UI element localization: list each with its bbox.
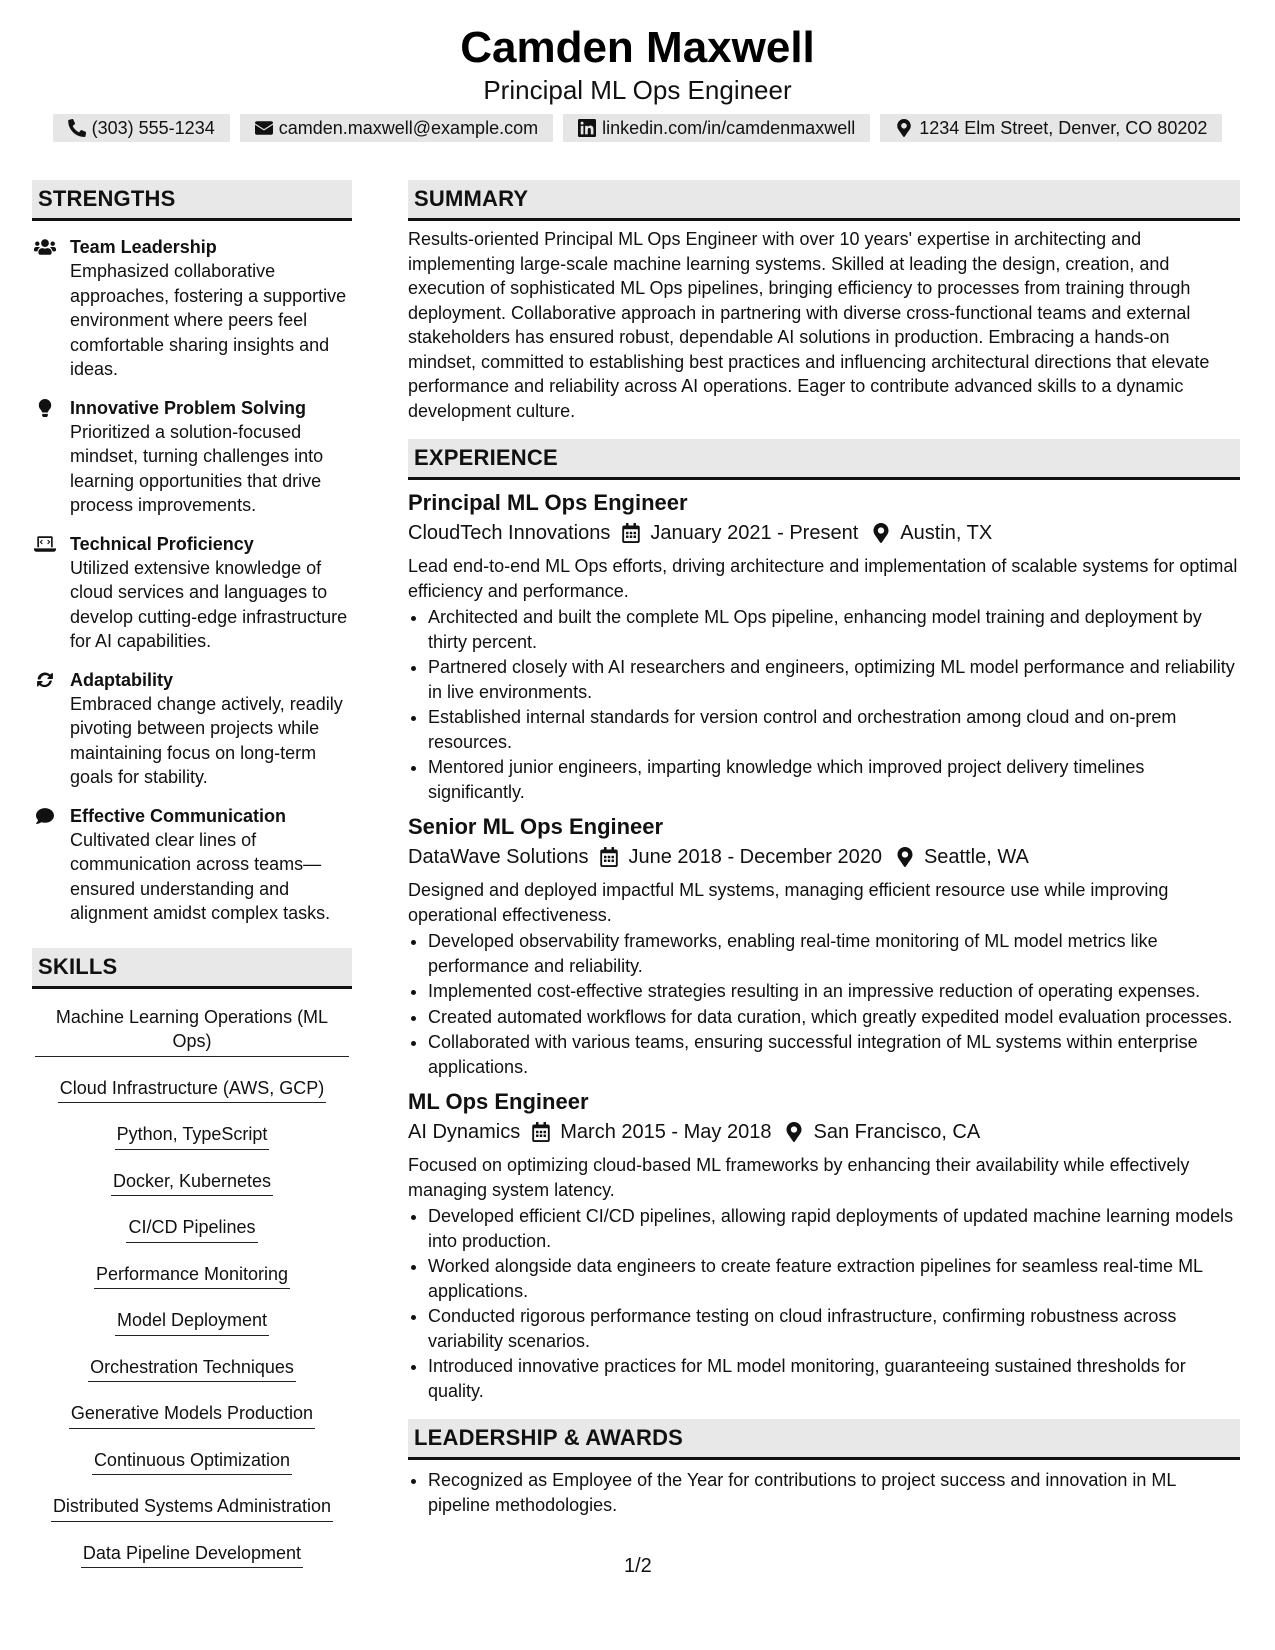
skill-item: Performance Monitoring bbox=[94, 1262, 290, 1290]
awards-heading: LEADERSHIP & AWARDS bbox=[408, 1419, 1240, 1460]
job-location: Austin, TX bbox=[900, 522, 993, 544]
job-desc: Focused on optimizing cloud-based ML frameworks by enhancing their availability while effectively managing system latency. bbox=[408, 1155, 1190, 1200]
job-bullet: • Created automated workflows for data curation, which greatly expedited model evaluation processes. bbox=[428, 1005, 1240, 1030]
job-location: San Francisco, CA bbox=[813, 1121, 981, 1143]
summary-text: Results-oriented Principal ML Ops Engineer with over 10 years' expertise in architecting and implementing large-scale machine learning systems. Skilled at leading the design, creation, and execution of sophisticated ML Ops pipelines, bringing efficiency to processes from training through deployment. Collaborative approach in partnering with diverse cross-functional teams and external stakeholders has ensured robust, dependable AI solutions in production. Embracing a hands-on mindset, committed to establishing best practices and influencing architectural directions that elevate performance and reliability across AI operations. Eager to contribute advanced skills to a dynamic development culture. bbox=[408, 229, 1210, 421]
job-bullet: • Developed efficient CI/CD pipelines, allowing rapid deployments of updated machine learning models into production. bbox=[428, 1204, 1240, 1253]
job-bullet: • Introduced innovative practices for ML model monitoring, guaranteeing sustained thresholds for quality. bbox=[428, 1354, 1240, 1403]
job-bullet: • Conducted rigorous performance testing on cloud infrastructure, confirming robustness across variability scenarios. bbox=[428, 1304, 1240, 1353]
job-meta bbox=[408, 518, 1240, 548]
strength-desc: Utilized extensive knowledge of cloud services and languages to develop cutting-edge infrastructure for AI capabilities. bbox=[70, 557, 348, 651]
job-entry bbox=[408, 488, 1240, 804]
resume-header bbox=[0, 22, 1275, 142]
job-desc: Lead end-to-end ML Ops efforts, driving architecture and implementation of scalable systems for optimal efficiency and performance. bbox=[408, 556, 1238, 601]
strength-title: Effective Communication bbox=[70, 805, 287, 826]
strength-item bbox=[32, 396, 352, 518]
strength-title: Adaptability bbox=[70, 669, 174, 690]
awards-list bbox=[408, 1468, 1240, 1517]
users-icon bbox=[34, 238, 58, 256]
map-pin-icon bbox=[785, 1122, 803, 1142]
strength-item bbox=[32, 532, 352, 654]
sync-icon bbox=[34, 671, 58, 689]
phone-icon bbox=[68, 119, 86, 137]
skills-heading: SKILLS bbox=[32, 948, 352, 989]
lightbulb-icon bbox=[34, 399, 58, 417]
map-pin-icon bbox=[872, 523, 890, 543]
left-column bbox=[32, 180, 352, 1587]
strength-item bbox=[32, 668, 352, 790]
job-bullets bbox=[408, 605, 1240, 804]
skill-item: Machine Learning Operations (ML Ops) bbox=[35, 1005, 349, 1057]
linkedin-icon bbox=[578, 119, 596, 137]
job-bullet: • Collaborated with various teams, ensuring successful integration of ML systems within enterprise applications. bbox=[428, 1030, 1240, 1079]
strength-desc: Prioritized a solution-focused mindset, turning challenges into learning opportunities that drive process improvements. bbox=[70, 421, 324, 515]
job-bullet: • Worked alongside data engineers to create feature extraction pipelines for seamless real-time ML applications. bbox=[428, 1254, 1240, 1303]
contact-email[interactable] bbox=[240, 114, 553, 142]
skill-item: Orchestration Techniques bbox=[88, 1355, 296, 1383]
strengths-heading: STRENGTHS bbox=[32, 180, 352, 221]
address-text: 1234 Elm Street, Denver, CO 80202 bbox=[919, 118, 1208, 138]
job-entry bbox=[408, 1087, 1240, 1403]
job-bullets bbox=[408, 929, 1240, 1079]
job-meta bbox=[408, 1117, 1240, 1147]
map-pin-icon bbox=[896, 847, 914, 867]
skill-item: Docker, Kubernetes bbox=[111, 1169, 273, 1197]
strength-item bbox=[32, 804, 352, 926]
contact-bar bbox=[0, 114, 1275, 142]
calendar-icon bbox=[532, 1122, 550, 1142]
map-pin-icon bbox=[895, 119, 913, 137]
job-bullet: • Mentored junior engineers, imparting knowledge which improved project delivery timelines significantly. bbox=[428, 755, 1240, 804]
job-bullet: • Established internal standards for version control and orchestration among cloud and on-prem resources. bbox=[428, 705, 1240, 754]
linkedin-text: linkedin.com/in/camdenmaxwell bbox=[602, 118, 856, 138]
job-title: ML Ops Engineer bbox=[408, 1089, 589, 1114]
job-entry bbox=[408, 812, 1240, 1079]
strength-desc: Emphasized collaborative approaches, fostering a supportive environment where peers feel comfortable sharing insights and ideas. bbox=[70, 261, 347, 379]
contact-phone[interactable] bbox=[53, 114, 230, 142]
summary-heading: SUMMARY bbox=[408, 180, 1240, 221]
contact-address bbox=[880, 114, 1222, 142]
job-dates: June 2018 - December 2020 bbox=[628, 846, 882, 868]
skill-item: Python, TypeScript bbox=[115, 1122, 270, 1150]
email-text: camden.maxwell@example.com bbox=[278, 118, 539, 138]
phone-text: (303) 555-1234 bbox=[91, 118, 215, 138]
job-location: Seattle, WA bbox=[923, 846, 1029, 868]
candidate-title: Principal ML Ops Engineer bbox=[483, 75, 792, 105]
strength-item bbox=[32, 235, 352, 382]
award-item: • Recognized as Employee of the Year for contributions to project success and innovation in ML pipeline methodologies. bbox=[428, 1468, 1240, 1517]
job-company: DataWave Solutions bbox=[408, 846, 589, 868]
experience-heading: EXPERIENCE bbox=[408, 439, 1240, 480]
skills-list bbox=[32, 989, 352, 1588]
job-company: CloudTech Innovations bbox=[408, 522, 611, 544]
skill-item: Model Deployment bbox=[115, 1308, 269, 1336]
laptop-code-icon bbox=[34, 535, 58, 553]
calendar-icon bbox=[622, 523, 640, 543]
strength-desc: Embraced change actively, readily pivoting between projects while maintaining focus on long-term goals for stability. bbox=[70, 693, 343, 787]
strength-title: Team Leadership bbox=[70, 237, 217, 257]
strength-title: Technical Proficiency bbox=[70, 533, 254, 554]
contact-linkedin[interactable] bbox=[563, 114, 870, 142]
skill-item: Data Pipeline Development bbox=[81, 1541, 303, 1569]
job-bullets bbox=[408, 1204, 1240, 1403]
strength-desc: Cultivated clear lines of communication across teams—ensured understanding and alignment amidst complex tasks. bbox=[70, 829, 331, 923]
skill-item: CI/CD Pipelines bbox=[126, 1215, 257, 1243]
skill-item: Continuous Optimization bbox=[92, 1448, 292, 1476]
skill-item: Generative Models Production bbox=[69, 1401, 315, 1429]
job-dates: January 2021 - Present bbox=[650, 522, 859, 544]
candidate-name: Camden Maxwell bbox=[460, 23, 815, 72]
skill-item: Distributed Systems Administration bbox=[51, 1494, 333, 1522]
job-bullet: • Implemented cost-effective strategies resulting in an impressive reduction of operating expenses. bbox=[428, 979, 1240, 1004]
job-bullet: • Partnered closely with AI researchers and engineers, optimizing ML model performance and reliability in live environments. bbox=[428, 655, 1240, 704]
page-number: 1/2 bbox=[624, 1555, 652, 1577]
skill-item: Cloud Infrastructure (AWS, GCP) bbox=[58, 1076, 326, 1104]
job-bullet: • Developed observability frameworks, enabling real-time monitoring of ML model metrics like performance and reliability. bbox=[428, 929, 1240, 978]
right-column bbox=[408, 180, 1240, 1518]
comment-icon bbox=[34, 807, 58, 825]
job-desc: Designed and deployed impactful ML systems, managing efficient resource use while improving operational effectiveness. bbox=[408, 880, 1169, 925]
job-dates: March 2015 - May 2018 bbox=[560, 1121, 772, 1143]
job-meta bbox=[408, 842, 1240, 872]
job-bullet: • Architected and built the complete ML Ops pipeline, enhancing model training and deployment by thirty percent. bbox=[428, 605, 1240, 654]
strength-title: Innovative Problem Solving bbox=[70, 397, 307, 418]
job-company: AI Dynamics bbox=[408, 1121, 521, 1143]
calendar-icon bbox=[600, 847, 618, 867]
envelope-icon bbox=[255, 119, 273, 137]
job-title: Principal ML Ops Engineer bbox=[408, 490, 688, 515]
job-title: Senior ML Ops Engineer bbox=[408, 814, 664, 839]
